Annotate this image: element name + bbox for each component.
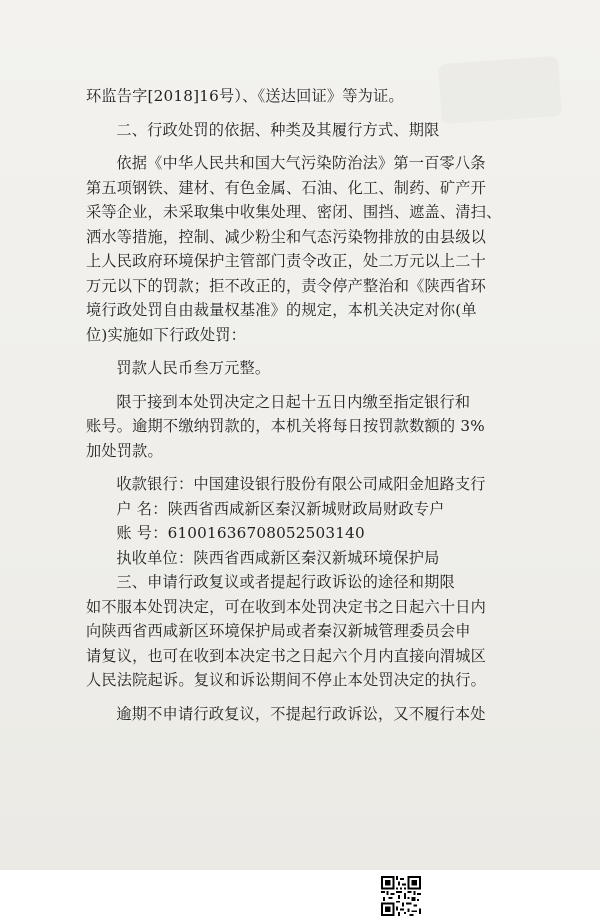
text-line: 向陕西省西咸新区环境保护局或者秦汉新城管理委员会申: [86, 622, 471, 640]
section-heading: 二、行政处罚的依据、种类及其履行方式、期限: [116, 120, 440, 139]
text-line: 境行政处罚自由裁量权基准》的规定，本机关决定对你(单: [86, 301, 477, 319]
account-name-line: 户 名：陕西省西咸新区秦汉新城财政局财政专户: [116, 499, 445, 518]
text-line: 万元以下的罚款；拒不改正的，责令停产整治和《陕西省环: [86, 276, 487, 295]
account-number-line: 账 号：61001636708052503140: [116, 524, 365, 542]
text-line: 第五项钢铁、建材、有色金属、石油、化工、制药、矿产开: [86, 178, 487, 197]
qr-code-icon: [381, 876, 421, 916]
text-line: 逾期不申请行政复议，不提起行政诉讼，又不履行本处: [116, 704, 486, 723]
penalty-amount: 罚款人民币叁万元整。: [116, 359, 271, 377]
text-line: 请复议，也可在收到本决定书之日起六个月内直接向渭城区: [86, 646, 487, 665]
text-line: 依据《中华人民共和国大气污染防治法》第一百零八条: [116, 154, 486, 172]
text-line: 如不服本处罚决定，可在收到本处罚决定书之日起六十日内: [86, 597, 487, 616]
text-line: 洒水等措施，控制、减少粉尘和气态污染物排放的由县级以: [86, 227, 487, 246]
text-line: 限于接到本处罚决定之日起十五日内缴至指定银行和: [116, 392, 471, 411]
text-line: 账号。逾期不缴纳罚款的，本机关将每日按罚款数额的 3%: [86, 417, 485, 435]
bank-line: 收款银行：中国建设银行股份有限公司咸阳金旭路支行: [116, 475, 486, 493]
text-line: 人民法院起诉。复议和诉讼期间不停止本处罚决定的执行。: [86, 671, 487, 689]
document-body: [86, 84, 526, 726]
text-line: 位)实施如下行政处罚：: [86, 325, 247, 344]
text-line: 加处罚款。: [86, 441, 163, 460]
collecting-unit-line: 执收单位：陕西省西咸新区秦汉新城环境保护局: [116, 548, 440, 567]
section-heading: 三、申请行政复议或者提起行政诉讼的途径和期限: [116, 573, 455, 591]
text-line: 上人民政府环境保护主管部门责令改正，处二万元以上二十: [86, 252, 487, 270]
text-line: 环监告字[2018]16号）、《送达回证》等为证。: [86, 87, 404, 105]
text-line: 采等企业，未采取集中收集处理、密闭、围挡、遮盖、清扫、: [86, 203, 502, 221]
